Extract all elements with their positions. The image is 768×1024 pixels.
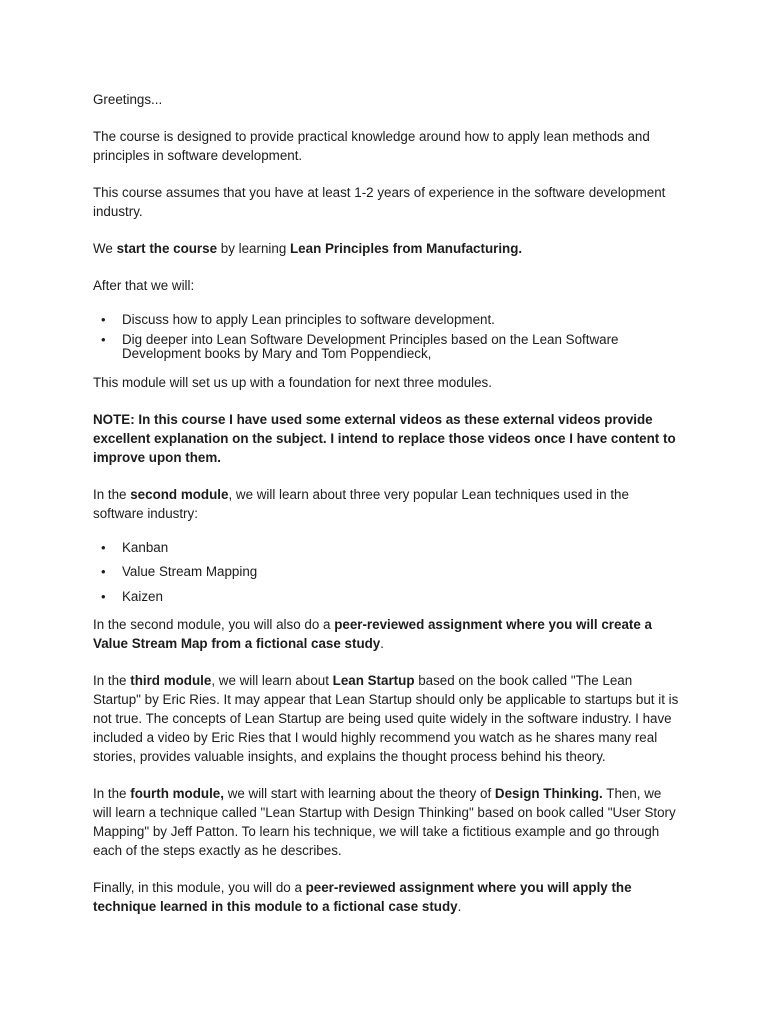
text-run: based on the book called "The Lean Startup" by Eric Ries. It may appear that Lean Startup should only be applicable to startups but it is not true. The concepts of Lean Startup are being used quite widely in the software industry. I have included a video by Eric Ries that I would highly recommend you watch as he shares many real stories, provides valuable insights, and explains the thought process behind his theory.: [93, 673, 679, 764]
bold-run: Lean Startup: [332, 673, 415, 688]
bold-run: Design Thinking.: [494, 786, 603, 801]
text-run: Then, we will learn a technique called "Lean Startup with Design Thinking" based on book called "User Story Mapping" by Jeff Patton. To learn his technique, we will take a fictitious example and go through each of the steps exactly as he describes.: [93, 786, 676, 858]
list-item-text: Kaizen: [122, 588, 163, 604]
list-item-text: Kanban: [122, 539, 169, 555]
third-module-paragraph: [93, 671, 683, 766]
note-paragraph: [93, 410, 683, 467]
text-run: We: [93, 241, 117, 256]
final-assignment-paragraph: [93, 878, 683, 916]
second-module-paragraph: [93, 485, 683, 523]
text-run: , we will learn about three very popular Lean techniques used in the software industry:: [93, 486, 629, 521]
list-item-text: Dig deeper into Lean Software Development Principles based on the Lean Software Development books by Mary and Tom Poppendieck,: [122, 331, 619, 361]
list-item: [101, 312, 683, 328]
list-item: [101, 539, 683, 556]
text-run: In the second module, you will also do a: [93, 617, 335, 632]
text-run: In the: [93, 786, 131, 801]
bold-run: third module: [130, 673, 212, 688]
start-course-paragraph: [93, 239, 683, 258]
bold-run: fourth module,: [130, 786, 224, 801]
bullet-icon: •: [101, 331, 106, 347]
text-run: In the: [93, 673, 131, 688]
greeting-paragraph: Greetings...: [93, 92, 163, 107]
text-run: .: [457, 899, 462, 914]
fourth-module-paragraph: [93, 784, 683, 860]
assumption-paragraph: This course assumes that you have at least 1-2 years of experience in the software development industry.: [93, 185, 666, 219]
text-run: In the: [93, 486, 131, 502]
bullet-icon: •: [101, 588, 106, 604]
intro-paragraph: The course is designed to provide practical knowledge around how to apply lean methods and principles in software development.: [93, 129, 650, 163]
bold-run: start the course: [116, 241, 218, 256]
bullet-icon: •: [101, 539, 106, 555]
text-run: Finally, in this module, you will do a: [93, 880, 306, 895]
bold-run: Lean Principles from Manufacturing.: [290, 241, 523, 256]
bold-run: peer-reviewed assignment where you will create a Value Stream Map from a fictional case study: [93, 617, 652, 651]
second-module-assignment-paragraph: [93, 615, 683, 653]
bold-run: second module: [130, 486, 229, 502]
list-item: [101, 331, 683, 362]
bold-run: NOTE: In this course I have used some external videos as these external videos provide excellent explanation on the subject. I intend to replace those videos once I have content to improve upon them.: [93, 411, 676, 465]
bold-run: peer-reviewed assignment where you will apply the technique learned in this module to a fictional case study: [93, 880, 632, 914]
text-run: by learning: [217, 241, 290, 256]
list-item-text: Discuss how to apply Lean principles to software development.: [122, 312, 495, 327]
foundation-paragraph: This module will set us up with a foundation for next three modules.: [93, 374, 492, 390]
text-run: .: [380, 636, 384, 651]
bullet-icon: •: [101, 564, 106, 579]
list-item: [101, 588, 683, 605]
techniques-list: [93, 541, 683, 605]
text-run: we will start with learning about the theory of: [223, 786, 495, 801]
list-item-text: Value Stream Mapping: [122, 564, 258, 579]
after-that-paragraph: After that we will:: [93, 278, 195, 293]
first-module-list: [93, 313, 683, 362]
document-body: [93, 90, 683, 934]
bullet-icon: •: [101, 312, 106, 327]
text-run: , we will learn about: [211, 673, 333, 688]
list-item: [101, 564, 683, 580]
